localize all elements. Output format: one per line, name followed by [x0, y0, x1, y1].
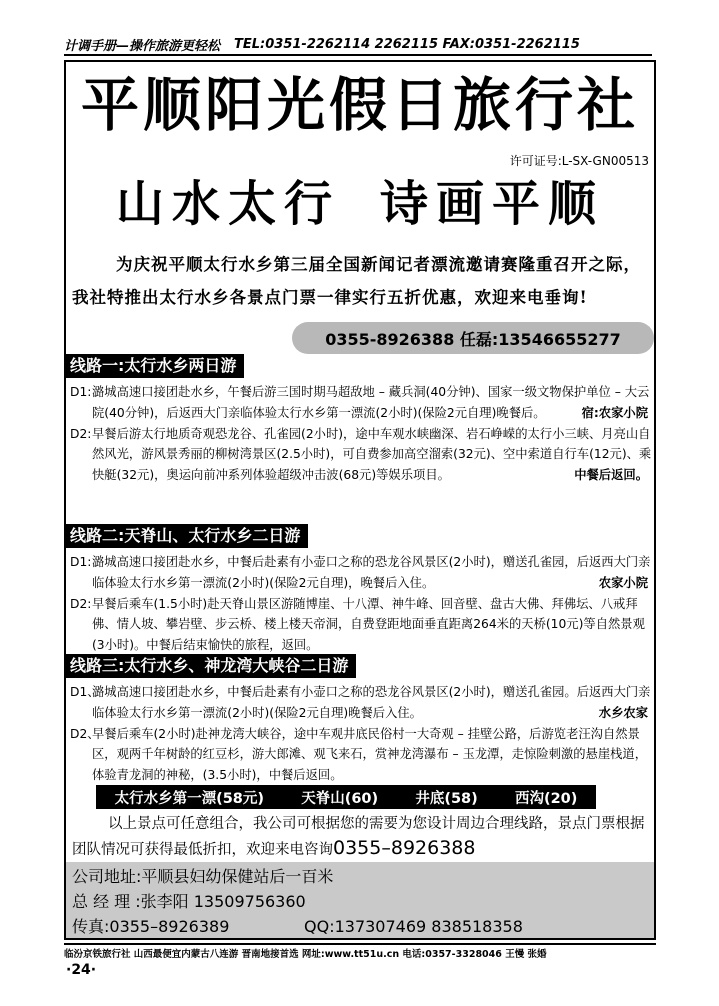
spot-price-bar — [96, 785, 596, 809]
route-2-day-2 — [70, 594, 652, 656]
spot-price-item: 西沟(20) — [514, 790, 578, 807]
intro-phone: 0355-8926388 任磊:13546655277 — [292, 322, 654, 354]
contact-row-3 — [72, 914, 523, 937]
route-1-body — [70, 382, 652, 486]
route-3-day-1 — [70, 682, 652, 724]
note-text — [72, 812, 652, 862]
slogan-part1: 山水太行 — [115, 176, 340, 232]
day-text: 早餐后乘车(1.5小时)赴天脊山景区游随博崖、十八潭、神牛峰、回音壁、盘古大佛、拜佛坛、八戒拜佛、情人坡、攀岩壁、步云桥、楼上楼天帝洞，自费登距地面垂直距离264米的天桥(10元)等自然景观(3小时)。中餐后结束愉快的旅程，返回。 — [92, 596, 645, 652]
contact-qq: QQ:137307469 838518358 — [304, 917, 523, 936]
intro-text: 为庆祝平顺太行水乡第三届全国新闻记者漂流邀请赛隆重召开之际，我社特推出太行水乡各景点门票一律实行五折优惠，欢迎来电垂询! — [72, 255, 641, 307]
day-text: 早餐后乘车(2小时)赴神龙湾大峡谷，途中车观井底民俗村一大奇观 – 挂壁公路，后游览老汪沟自然景区，观两千年树龄的红豆杉，游大郎滩、观飞来石，赏神龙湾瀑布 – 玉龙潭，走惊险刺激的悬崖栈道，体验青龙洞的神秘，(3.5小时)，中餐后返回。 — [92, 726, 648, 782]
route-3-title: 线路三:太行水乡、神龙湾大峡谷二日游 — [66, 654, 356, 678]
contact-manager: 总 经 理 :张李阳 13509756360 — [72, 892, 306, 911]
day-stay: 农家小院 — [598, 576, 648, 590]
route-2-title: 线路二:天脊山、太行水乡二日游 — [66, 524, 308, 548]
route-1-day-2 — [70, 424, 652, 486]
slogan-part2: 诗画平顺 — [380, 176, 605, 232]
day-label: D2: — [70, 426, 92, 441]
spot-price-item: 天脊山(60) — [301, 790, 379, 807]
route-2-day-1 — [70, 552, 652, 594]
route-1-day-1 — [70, 382, 652, 424]
spot-price-item: 井底(58) — [415, 790, 478, 807]
header-divider — [64, 54, 652, 56]
contact-address: 公司地址:平顺县妇幼保健站后一百米 — [72, 867, 334, 886]
slogan-banner — [64, 172, 656, 236]
spot-price-item: 太行水乡第一漂(58元) — [114, 790, 265, 807]
route-3-body — [70, 682, 652, 785]
footer-text: 临汾京铁旅行社 山西最便宜内蒙古八连游 晋南地接首选 网址:www.tt51u.cn 电话:0357-3328046 王慢 张婚 — [64, 949, 547, 960]
day-stay: 宿:农家小院 — [581, 406, 648, 420]
agency-name: 平顺阳光假日旅行社 — [80, 71, 639, 139]
day-stay: 水乡农家 — [598, 706, 648, 720]
route-1-title: 线路一:太行水乡两日游 — [66, 354, 244, 378]
day-text: 潞城高速口接团赴水乡，午餐后游三国时期马超敌地 – 藏兵洞(40分钟)、国家一级文物保护单位 – 大云院(40分钟)，后返西大门亲临体验太行水乡第一漂流(2小时)(保险2元自理)晚餐后。 — [92, 385, 650, 420]
day-label: D2、 — [70, 726, 100, 741]
day-label: D1: — [70, 385, 92, 399]
route-3-day-2 — [70, 724, 652, 786]
day-text: 早餐后游太行地质奇观恐龙谷、孔雀园(2小时)，途中车观水峡幽深、岩石峥嵘的太行小三峡、月亮山自然风光，游风景秀丽的柳树湾景区(2.5小时)，可自费参加高空溜索(32元)、空中索道自行车(12元)、乘快艇(32元)，奥运向前冲系列体验超级冲击波(68元)等娱乐项目。 — [92, 426, 652, 482]
day-stay: 中餐后返回。 — [574, 468, 648, 482]
header-slogan: 计调手册—操作旅游更轻松 — [64, 38, 221, 54]
contact-box — [66, 862, 654, 938]
page-number: ·24· — [66, 962, 97, 978]
day-text: 潞城高速口接团赴水乡，中餐后赴素有小壶口之称的恐龙谷风景区(2小时)，赠送孔雀园。后返西大门亲临体验太行水乡第一漂流(2小时)(保险2元自理)晚餐后入住。 — [92, 685, 651, 720]
license-number: 许可证号:L-SX-GN00513 — [509, 154, 649, 168]
day-text: 潞城高速口接团赴水乡，中餐后赴素有小壶口之称的恐龙谷风景区(2小时)，赠送孔雀园，后返西大门亲临体验太行水乡第一漂流(2小时)(保险2元自理)，晚餐后入住。 — [92, 555, 651, 590]
note-phone: 0355–8926388 — [333, 837, 476, 859]
header-bar — [64, 34, 652, 54]
contact-fax: 传真:0355–8926389 — [72, 917, 230, 936]
header-tel: TEL:0351-2262114 2262115 FAX:0351-2262115 — [234, 36, 580, 52]
route-2-body — [70, 552, 652, 655]
day-label: D1: — [70, 555, 92, 569]
day-label: D1、 — [70, 685, 100, 699]
footer-divider — [64, 943, 656, 945]
note-body: 以上景点可任意组合，我公司可根据您的需要为您设计周边合理线路，景点门票根据团队情况可获得最低折扣，欢迎来电咨询 — [72, 816, 645, 858]
day-label: D2: — [70, 596, 92, 611]
